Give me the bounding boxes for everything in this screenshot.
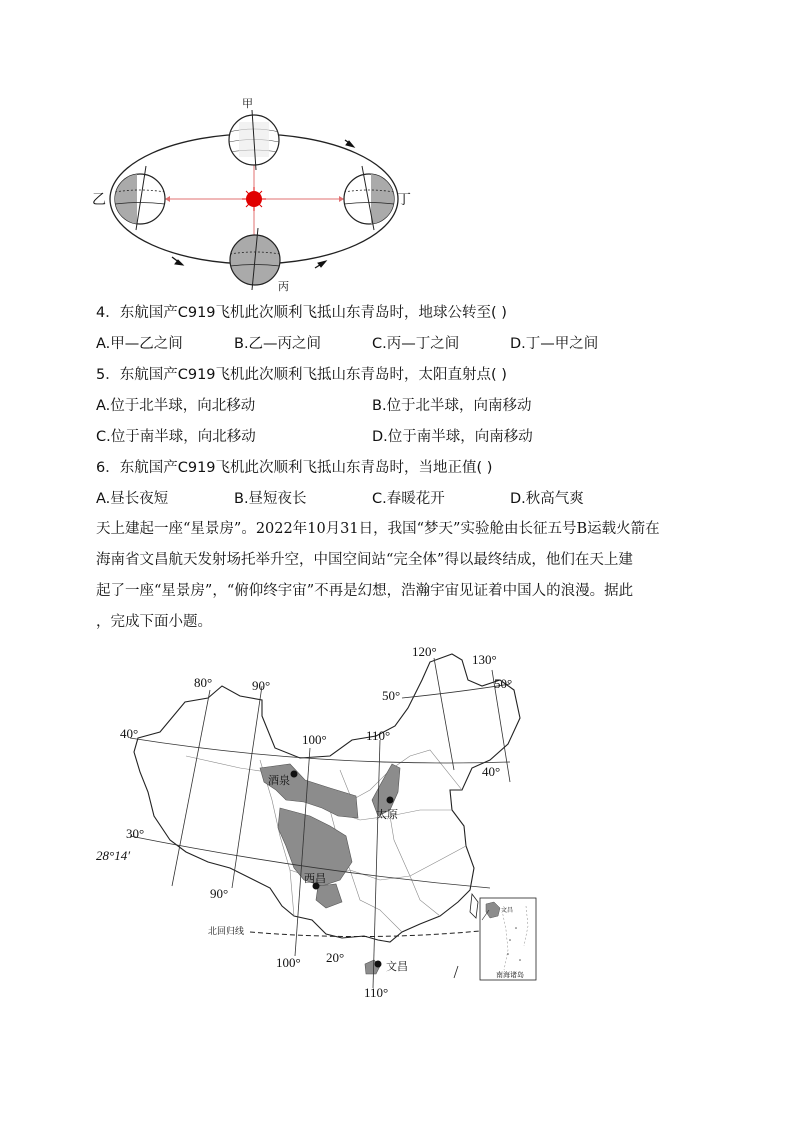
q5-option-c: C.位于南半球，向北移动 <box>96 429 256 445</box>
sun-icon <box>242 187 266 211</box>
longitude-label: 120° <box>412 644 437 659</box>
city-label: 西昌 <box>304 872 326 885</box>
label-jia: 甲 <box>242 97 253 110</box>
taiwan-outline <box>470 894 478 918</box>
latitude-label: 50° <box>494 676 513 691</box>
q6-option-b: B.昼短夜长 <box>234 491 307 507</box>
longitude-label: 100° <box>302 732 327 747</box>
q6-option-d: D.秋高气爽 <box>510 491 584 507</box>
tropic-label: 北回归线 <box>208 927 245 937</box>
earth-orbit-diagram <box>90 92 420 297</box>
south-china-sea-inset <box>480 898 536 980</box>
earth-jia <box>229 97 279 170</box>
reading-passage <box>96 514 706 638</box>
latitude-label: 40° <box>120 726 139 741</box>
passage-line: 天上建起一座“星景房”。2022年10月31日，我国“梦天”实验舱由长征五号B运载火箭在 <box>96 521 660 537</box>
longitude-label: 100° <box>276 955 301 970</box>
longitude-label: 90° <box>252 678 271 693</box>
longitude-label: 80° <box>194 675 213 690</box>
q5-option-a: A.位于北半球，向北移动 <box>96 398 256 414</box>
earth-ding <box>344 166 411 230</box>
q4-option-b: B.乙—丙之间 <box>234 336 322 352</box>
question-6-stem: 6．东航国产C919飞机此次顺利飞抵山东青岛时，当地正值( ) <box>96 460 493 476</box>
q4-option-a: A.甲—乙之间 <box>96 336 183 352</box>
passage-line: ，完成下面小题。 <box>96 614 212 630</box>
inset-city-label: 文昌 <box>501 907 514 914</box>
question-4-stem: 4．东航国产C919飞机此次顺利飞抵山东青岛时，地球公转至( ) <box>96 305 507 321</box>
passage-line: 海南省文昌航天发射场托举升空，中国空间站“完全体”得以最终结成，他们在天上建 <box>96 552 633 568</box>
city-label: 酒泉 <box>268 774 290 787</box>
label-bing: 丙 <box>278 280 289 293</box>
latitude-label: 20° <box>326 950 345 965</box>
longitude-label: 110° <box>364 985 389 1000</box>
longitude-label: 130° <box>472 652 497 667</box>
passage-line: 起了一座“星景房”，“俯仰终宇宙”不再是幻想，浩瀚宇宙见证着中国人的浪漫。据此 <box>96 583 634 599</box>
latitude-label: 50° <box>382 688 401 703</box>
q4-option-c: C.丙—丁之间 <box>372 336 460 352</box>
city-wenchang <box>375 960 409 973</box>
q6-option-c: C.春暖花开 <box>372 491 445 507</box>
q5-option-d: D.位于南半球，向南移动 <box>372 429 533 445</box>
earth-yi <box>92 166 165 230</box>
longitude-label: 110° <box>366 728 391 743</box>
q4-option-d: D.丁—甲之间 <box>510 336 599 352</box>
q5-option-b: B.位于北半球，向南移动 <box>372 398 532 414</box>
question-5-stem: 5．东航国产C919飞机此次顺利飞抵山东青岛时，太阳直射点( ) <box>96 367 507 383</box>
china-map <box>90 640 540 1010</box>
q6-option-a: A.昼长夜短 <box>96 491 169 507</box>
inset-label: 南海诸岛 <box>496 971 524 979</box>
small-island-mark <box>454 966 458 978</box>
latitude-label: 40° <box>482 764 501 779</box>
city-label: 文昌 <box>386 960 408 973</box>
label-ding: 丁 <box>397 192 411 208</box>
longitude-label: 90° <box>210 886 229 901</box>
city-label: 太原 <box>376 808 398 821</box>
label-yi: 乙 <box>92 192 106 208</box>
latitude-label: 30° <box>126 826 145 841</box>
latitude-label: 28°14′ <box>96 848 131 863</box>
earth-bing <box>230 228 289 293</box>
